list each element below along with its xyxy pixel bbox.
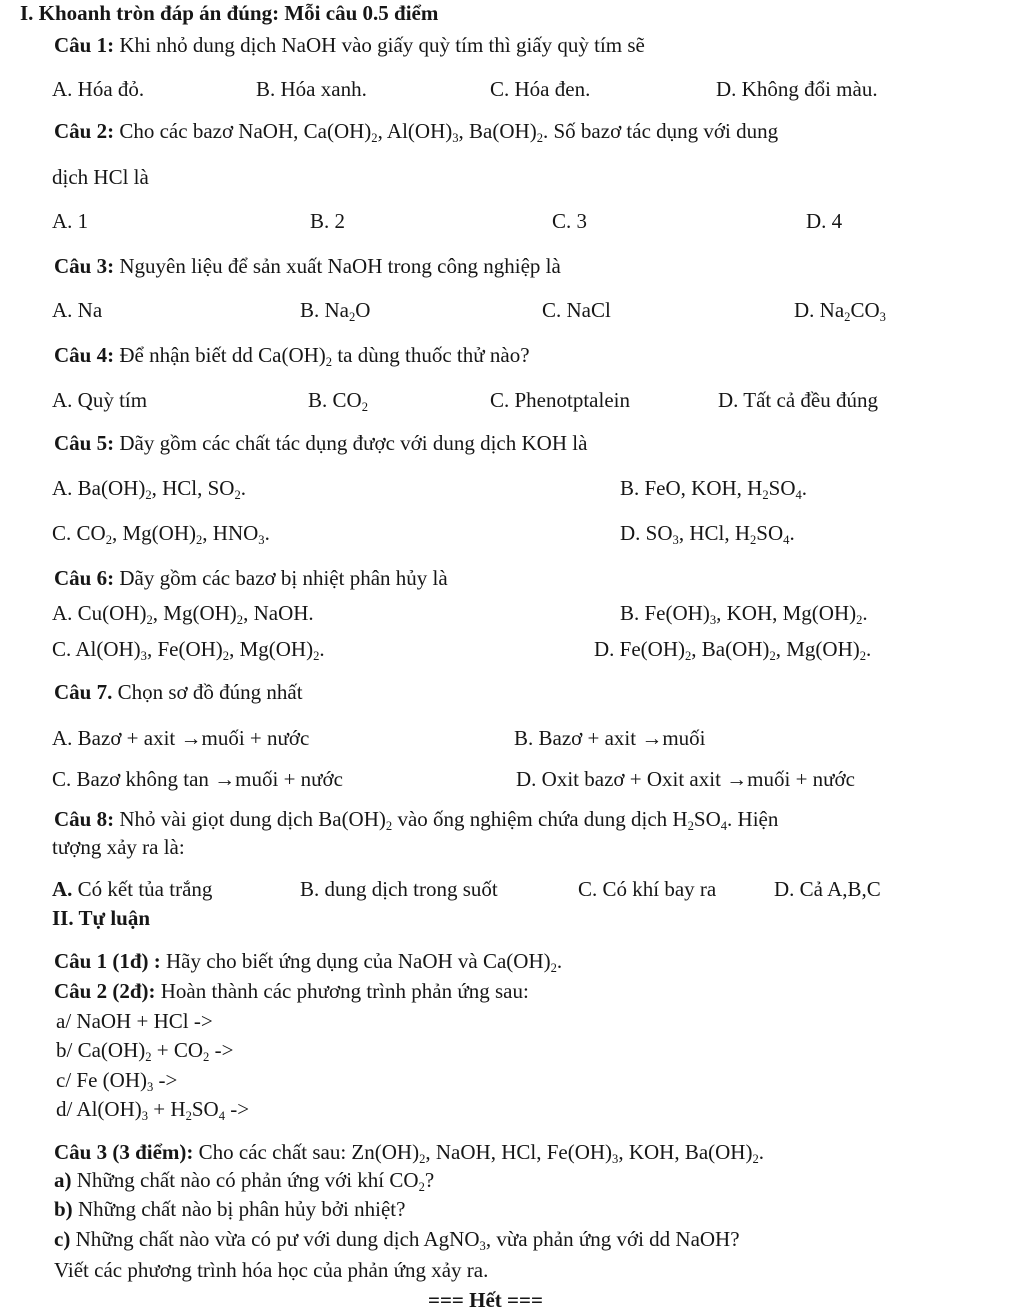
q7-option-d: D. Oxit bazơ + Oxit axit →muối + nước [516,767,855,791]
question-text: ta dùng thuốc thử nào? [332,343,530,367]
question-text: Những chất nào có phản ứng với khí CO [71,1168,419,1192]
q6-option-b: B. $Fe(OH)_3$, KOH, $Mg(OH)_2$. [620,601,868,627]
question-text: . [556,949,563,973]
essay-question-3c [54,1226,740,1252]
question-label: Câu 8: [54,807,115,831]
subscript: 2 [313,648,320,663]
q7-option-c: C. Bazơ không tan →muối + nước [52,767,343,791]
option-text: C. Al(OH) [52,637,141,661]
question-label: Câu 5: [54,431,115,455]
equation-text: + CO [151,1038,204,1062]
option-text: A. Cu(OH) [52,601,147,625]
subscript: 2 [752,1151,759,1166]
equation-text: + H [148,1097,186,1121]
option-text: B. CO [308,388,362,412]
q3-option-b [300,297,370,323]
option-text: CO [850,298,880,322]
question-text: . Hiện [727,807,779,831]
subscript: 2 [687,818,694,833]
question-text: , KOH, Ba(OH) [618,1140,753,1164]
q1-option-c: C. Hóa đen. [490,77,591,101]
question-text: Cho các chất sau: Zn(OH) [193,1140,420,1164]
subscript: 3 [612,1151,619,1166]
question-label: Câu 2: [54,119,115,143]
subscript: 3 [146,1079,154,1094]
subscript: 2 [418,1179,425,1194]
question-label: Câu 7. [54,680,113,704]
option-text: D. Fe(OH) [594,637,685,661]
question-text: Chọn sơ đồ đúng nhất [112,680,303,704]
question-text: vào ống nghiệm chứa dung dịch H [392,807,688,831]
q1-option-a: A. Hóa đỏ. [52,77,145,101]
option-text: , HNO [202,521,259,545]
q3-option-a: A. Na [52,298,103,322]
q2-option-b: B. 2 [310,209,346,233]
question-label: Câu 1 (1đ) : [54,949,161,973]
subscript: 3 [140,648,147,663]
q1-option-b: B. Hóa xanh. [256,77,367,101]
subscript: 2 [762,487,769,502]
question-text: , Al(OH) [377,119,453,143]
question-6 [54,565,448,591]
equation-text: c/ Fe (OH) [56,1068,147,1092]
option-text: , Fe(OH) [146,637,223,661]
option-text: , HCl, H [678,521,750,545]
q5-option-d: D. $SO_3$, HCl, $H_2SO_4$. [620,521,795,547]
question-2 [54,118,778,144]
subscript: 2 [325,354,333,369]
question-text: Khi nhỏ dung dịch NaOH vào giấy quỳ tím thì giấy quỳ tím sẽ [114,33,645,57]
question-5 [54,430,587,456]
question-text: Để nhận biết dd Ca(OH) [114,343,326,367]
question-4 [54,342,530,368]
question-text: Nguyên liệu để sản xuất NaOH trong công nghiệp là [114,254,561,278]
equation-b [56,1037,233,1063]
question-label: Câu 6: [54,566,115,590]
subscript: 3 [141,1108,149,1123]
q5-option-b: B. FeO, KOH, $H_2SO_4$. [620,476,808,502]
essay-question-3 [54,1139,764,1165]
sub-question-key: c) [54,1227,71,1251]
question-text: ? [424,1168,435,1192]
sub-question-key: a) [54,1168,72,1192]
equation-text: -> [153,1068,178,1092]
subscript: 3 [672,532,679,547]
section-heading-part-2: II. Tự luận [52,906,151,930]
subscript: 2 [844,309,851,324]
subscript: 2 [185,1108,192,1123]
q4-option-a: A. Quỳ tím [52,388,148,412]
question-8-continued: tượng xảy ra là: [52,835,185,859]
equation-text: SO [191,1097,219,1121]
subscript: 2 [145,1049,152,1064]
answer-key: A. [52,877,73,901]
option-text: , Mg(OH) [775,637,860,661]
q8-option-b: B. dung dịch trong suốt [300,877,498,901]
subscript: 2 [684,648,692,663]
question-text: . [758,1140,765,1164]
subscript: 3 [709,612,717,627]
equation-text: -> [209,1038,234,1062]
option-text: , Mg(OH) [152,601,237,625]
option-text: , Mg(OH) [111,521,196,545]
subscript: 2 [385,818,393,833]
question-text: Nhỏ vài giọt dung dịch Ba(OH) [114,807,386,831]
subscript: 2 [419,1151,426,1166]
subscript: 3 [479,1238,486,1253]
subscript: 2 [349,309,356,324]
question-text: SO [693,807,721,831]
essay-question-3a [54,1167,434,1193]
subscript: 2 [859,648,867,663]
question-text: Những chất nào bị phân hủy bởi nhiệt? [72,1197,406,1221]
subscript: 2 [769,648,776,663]
equation-text: -> [225,1097,250,1121]
q1-option-d: D. Không đổi màu. [716,77,878,101]
essay-question-3b [54,1196,405,1222]
question-text: Hoàn thành các phương trình phản ứng sau: [155,979,529,1003]
subscript: 2 [203,1049,210,1064]
question-label: Câu 2 (2đ): [54,979,156,1003]
essay-question-3-note: Viết các phương trình hóa học của phản ứng xảy ra. [54,1258,489,1282]
question-text: Hãy cho biết ứng dụng của NaOH và Ca(OH) [160,949,551,973]
q8-option-d: D. Cả A,B,C [774,877,881,901]
subscript: 4 [720,818,728,833]
question-8 [54,806,778,832]
subscript: 2 [146,612,153,627]
option-text: B. FeO, KOH, H [620,476,763,500]
subscript: 2 [222,648,230,663]
equation-text: d/ Al(OH) [56,1097,142,1121]
subscript: 4 [218,1108,226,1123]
subscript: 3 [258,532,265,547]
option-text: A. Ba(OH) [52,476,146,500]
subscript: 4 [783,532,790,547]
q6-option-d: D. $Fe(OH)_2$, $Ba(OH)_2$, $Mg(OH)_2$. [594,637,872,663]
question-text: Dãy gồm các bazơ bị nhiệt phân hủy là [114,566,448,590]
subscript: 2 [750,532,757,547]
question-text: Cho các bazơ NaOH, Ca(OH) [114,119,372,143]
option-text: O [355,298,371,322]
q8-option-c: C. Có khí bay ra [578,877,717,901]
essay-question-1 [54,948,562,974]
q8-option-a [52,876,212,902]
option-text: D. Na [794,298,845,322]
subscript: 4 [795,487,802,502]
subscript: 2 [195,532,203,547]
equation-c [56,1067,177,1093]
option-text: D. SO [620,521,673,545]
option-text: SO [756,521,784,545]
question-label: Câu 3: [54,254,115,278]
q2-option-d: D. 4 [806,209,843,233]
q3-option-d [794,297,886,323]
q6-option-c: C. $Al(OH)_3$, $Fe(OH)_2$, $Mg(OH)_2$. [52,637,325,663]
option-text: , HCl, SO [151,476,235,500]
option-text: Có kết tủa trắng [72,877,213,901]
option-text: , Mg(OH) [229,637,314,661]
subscript: 2 [361,399,368,414]
subscript: 3 [879,309,886,324]
option-text: B. Na [300,298,349,322]
q4-option-d: D. Tất cả đều đúng [718,388,878,412]
subscript: 2 [105,532,112,547]
question-label: Câu 1: [54,33,115,57]
equation-text: b/ Ca(OH) [56,1038,146,1062]
q7-option-a: A. Bazơ + axit →muối + nước [52,726,310,750]
equation-a: a/ NaOH + HCl -> [56,1009,213,1033]
subscript: 2 [856,612,863,627]
section-heading-part-1: I. Khoanh tròn đáp án đúng: Mỗi câu 0.5 điểm [20,1,439,25]
question-7 [54,679,303,705]
subscript: 2 [234,487,241,502]
equation-d [56,1096,249,1122]
q4-option-c: C. Phenotptalein [490,388,630,412]
question-text: Dãy gồm các chất tác dụng được với dung dịch KOH là [114,431,588,455]
question-1 [54,32,645,58]
question-text: , vừa phản ứng với dd NaOH? [485,1227,740,1251]
end-marker: === Hết === [428,1288,543,1312]
question-label: Câu 4: [54,343,115,367]
question-text: , Ba(OH) [458,119,537,143]
subscript: 2 [145,487,152,502]
subscript: 2 [371,130,378,145]
essay-question-2 [54,978,529,1004]
question-text: Những chất nào vừa có pư với dung dịch AgNO [70,1227,480,1251]
question-2-continued: dịch HCl là [52,165,149,189]
question-text: . Số bazơ tác dụng với dung [543,119,779,143]
question-label: Câu 3 (3 điểm): [54,1140,194,1164]
question-3 [54,253,561,279]
question-text: , NaOH, HCl, Fe(OH) [425,1140,613,1164]
option-text: , NaOH. [243,601,314,625]
option-text: SO [768,476,796,500]
subscript: 2 [236,612,244,627]
sub-question-key: b) [54,1197,73,1221]
q2-option-a: A. 1 [52,209,89,233]
q4-option-b [308,387,368,413]
q5-option-c: C. $CO_2$, $Mg(OH)_2$, $HNO_3$. [52,521,270,547]
q7-option-b: B. Bazơ + axit →muối [514,726,706,750]
option-text: , Ba(OH) [691,637,770,661]
subscript: 2 [536,130,543,145]
q3-option-c: C. NaCl [542,298,611,322]
subscript: 3 [452,130,459,145]
option-text: , KOH, Mg(OH) [716,601,857,625]
option-text: C. CO [52,521,106,545]
q6-option-a [52,600,314,626]
q5-option-a: A. $Ba(OH)_2$, HCl, $SO_2$. [52,476,247,502]
q2-option-c: C. 3 [552,209,588,233]
subscript: 2 [550,960,557,975]
option-text: B. Fe(OH) [620,601,710,625]
